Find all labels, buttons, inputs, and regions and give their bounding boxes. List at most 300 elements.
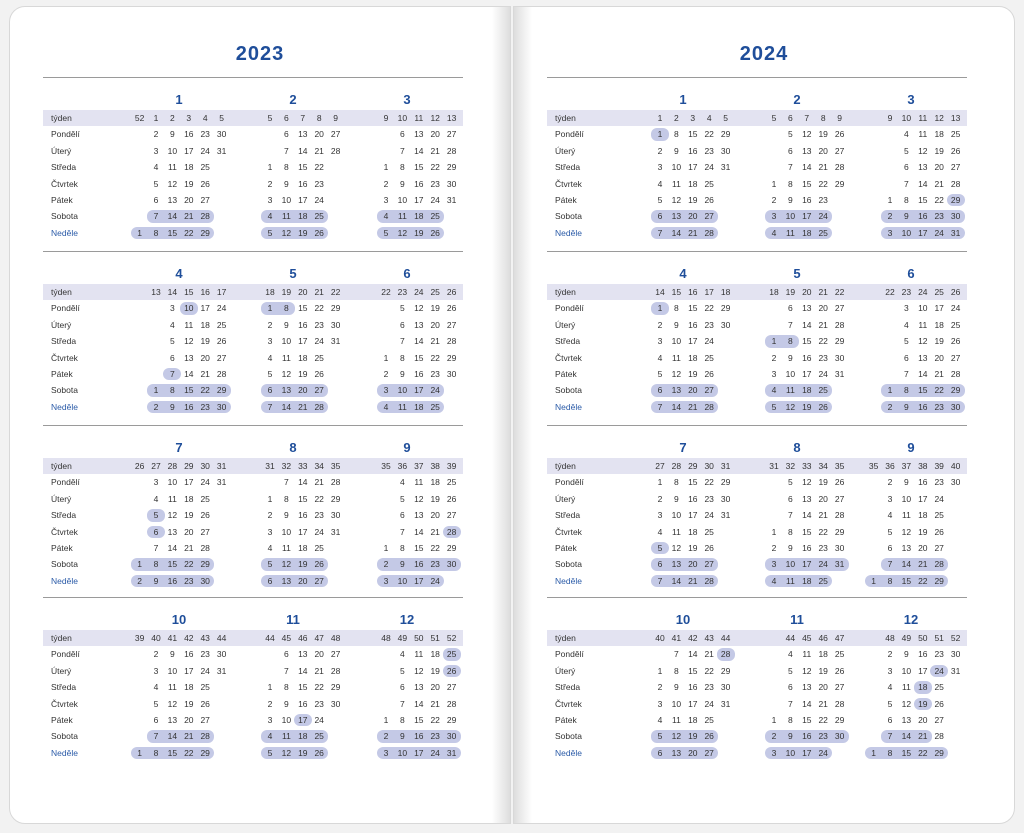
day-number: 6 <box>651 558 669 570</box>
day-number: 9 <box>674 493 679 504</box>
saturday-row <box>547 728 967 744</box>
day-number: 16 <box>688 493 698 504</box>
row-label: Pondělí <box>51 649 80 660</box>
day-number: 27 <box>934 714 944 725</box>
week-number: 47 <box>314 633 324 643</box>
day-number: 7 <box>147 210 165 222</box>
week-number: 24 <box>918 287 928 297</box>
tuesday-row <box>43 491 463 507</box>
month-number: 7 <box>679 440 687 455</box>
day-number: 14 <box>414 526 424 537</box>
day-number: 23 <box>314 510 324 521</box>
day-number: 16 <box>410 730 428 742</box>
day-number: 3 <box>657 698 663 709</box>
day-number: 4 <box>765 575 783 587</box>
day-number: 8 <box>284 682 289 693</box>
day-number: 30 <box>720 682 731 693</box>
week-number: 19 <box>785 287 796 297</box>
month-number: 9 <box>907 440 915 455</box>
day-number: 17 <box>298 194 308 205</box>
row-label: týden <box>51 633 72 643</box>
day-number: 8 <box>788 714 793 725</box>
month-header-row <box>547 92 967 108</box>
day-number: 18 <box>688 714 698 725</box>
day-number: 9 <box>170 129 175 140</box>
day-number: 15 <box>298 682 308 693</box>
day-number: 6 <box>651 747 669 759</box>
week-number: 9 <box>887 113 893 123</box>
day-number: 23 <box>426 730 444 742</box>
day-number: 3 <box>153 665 159 676</box>
wednesday-row <box>43 507 463 523</box>
day-number: 10 <box>671 510 682 521</box>
friday-row <box>547 540 967 556</box>
month-number: 2 <box>793 92 801 107</box>
day-number: 12 <box>393 227 411 239</box>
day-number: 1 <box>887 194 893 205</box>
day-number: 25 <box>200 682 210 693</box>
day-number: 22 <box>914 575 932 587</box>
day-number: 13 <box>167 714 178 725</box>
day-number: 12 <box>414 665 424 676</box>
day-number: 30 <box>330 510 341 521</box>
day-number: 31 <box>216 665 227 676</box>
day-number: 2 <box>153 129 159 140</box>
day-number: 1 <box>131 747 149 759</box>
day-number: 8 <box>147 747 165 759</box>
day-number: 3 <box>657 162 663 173</box>
day-number: 15 <box>180 384 198 396</box>
thursday-row <box>43 696 463 712</box>
day-number: 7 <box>651 401 669 413</box>
day-number: 5 <box>400 665 405 676</box>
week-number: 1 <box>153 113 159 123</box>
week-number: 45 <box>281 633 292 643</box>
day-number: 23 <box>314 698 324 709</box>
row-label: Sobota <box>51 559 78 570</box>
day-number: 9 <box>393 558 411 570</box>
day-number: 8 <box>904 194 909 205</box>
day-number: 9 <box>674 682 679 693</box>
day-number: 18 <box>798 384 816 396</box>
row-label: Čtvrtek <box>555 526 582 537</box>
week-number: 32 <box>785 461 796 471</box>
day-number: 11 <box>781 575 799 587</box>
day-number: 4 <box>170 319 175 330</box>
week-number: 14 <box>167 287 178 297</box>
tuesday-row <box>547 491 967 507</box>
week-number: 18 <box>720 287 731 297</box>
day-number: 13 <box>667 747 685 759</box>
day-number: 19 <box>410 227 428 239</box>
day-number: 30 <box>947 401 965 413</box>
day-number: 18 <box>688 178 698 189</box>
day-number: 15 <box>163 558 181 570</box>
day-number: 8 <box>147 558 165 570</box>
day-number: 30 <box>446 368 457 379</box>
month-number: 3 <box>403 92 411 107</box>
day-number: 11 <box>918 319 928 330</box>
day-number: 17 <box>184 145 194 156</box>
month-number: 12 <box>399 612 415 627</box>
week-number: 46 <box>298 633 308 643</box>
saturday-row <box>547 208 967 224</box>
day-number: 16 <box>163 575 181 587</box>
day-number: 31 <box>831 558 849 570</box>
day-number: 24 <box>200 145 210 156</box>
month-header-row <box>547 612 967 628</box>
week-number: 12 <box>430 113 440 123</box>
day-number: 4 <box>904 319 909 330</box>
day-number: 8 <box>781 335 799 347</box>
day-number: 25 <box>314 352 324 363</box>
day-number: 20 <box>430 510 440 521</box>
day-number: 4 <box>261 210 279 222</box>
day-number: 4 <box>657 526 663 537</box>
day-number: 31 <box>330 526 341 537</box>
day-number: 13 <box>918 352 928 363</box>
row-label: Úterý <box>51 493 72 504</box>
day-number: 29 <box>720 303 731 314</box>
month-number: 8 <box>793 440 801 455</box>
row-label: Středa <box>555 336 581 347</box>
day-number: 27 <box>934 542 944 553</box>
day-number: 26 <box>834 665 845 676</box>
week-number: 43 <box>200 633 210 643</box>
day-number: 16 <box>688 145 698 156</box>
tuesday-row <box>547 143 967 159</box>
day-number: 14 <box>802 162 812 173</box>
week-number: 29 <box>184 461 194 471</box>
day-number: 8 <box>400 162 405 173</box>
day-number: 10 <box>281 194 292 205</box>
day-number: 25 <box>310 730 328 742</box>
day-number: 3 <box>657 510 663 521</box>
day-number: 7 <box>400 145 405 156</box>
day-number: 20 <box>684 747 702 759</box>
day-number: 10 <box>167 145 178 156</box>
week-number: 22 <box>330 287 341 297</box>
day-number: 10 <box>281 526 292 537</box>
day-number: 30 <box>330 319 341 330</box>
day-number: 27 <box>834 682 845 693</box>
day-number: 12 <box>901 526 912 537</box>
day-number: 15 <box>802 526 812 537</box>
row-label: Sobota <box>51 211 78 222</box>
day-number: 3 <box>904 303 909 314</box>
day-number: 24 <box>704 336 714 347</box>
day-number: 16 <box>802 542 812 553</box>
day-number: 28 <box>834 510 845 521</box>
day-number: 5 <box>887 526 893 537</box>
day-number: 27 <box>200 194 210 205</box>
day-number: 27 <box>446 510 457 521</box>
day-number: 4 <box>153 682 159 693</box>
day-number: 14 <box>414 145 424 156</box>
day-number: 25 <box>426 401 444 413</box>
day-number: 22 <box>314 303 324 314</box>
day-number: 20 <box>918 542 928 553</box>
day-number: 28 <box>330 145 341 156</box>
day-number: 21 <box>818 319 828 330</box>
day-number: 5 <box>267 368 273 379</box>
day-number: 18 <box>430 477 440 488</box>
day-number: 30 <box>720 319 731 330</box>
month-grid <box>547 284 967 415</box>
day-number: 3 <box>383 194 389 205</box>
day-number: 19 <box>184 698 194 709</box>
quarter-block <box>547 251 967 412</box>
day-number: 18 <box>914 681 932 693</box>
day-number: 11 <box>671 178 681 189</box>
day-number: 18 <box>298 542 308 553</box>
day-number: 22 <box>934 194 944 205</box>
thursday-row <box>547 350 967 366</box>
spine-shadow <box>492 7 510 823</box>
day-number: 7 <box>904 368 909 379</box>
day-number: 13 <box>277 384 295 396</box>
day-number: 21 <box>818 698 828 709</box>
day-number: 22 <box>704 303 714 314</box>
day-number: 2 <box>657 319 663 330</box>
row-label: Neděle <box>555 747 582 758</box>
day-number: 15 <box>414 542 424 553</box>
day-number: 15 <box>897 575 915 587</box>
week-number: 26 <box>134 461 145 471</box>
day-number: 7 <box>400 336 405 347</box>
day-number: 28 <box>196 210 214 222</box>
day-number: 27 <box>310 575 328 587</box>
day-number: 4 <box>153 162 159 173</box>
day-number: 26 <box>950 336 961 347</box>
day-number: 24 <box>314 194 324 205</box>
day-number: 21 <box>818 162 828 173</box>
tuesday-row <box>43 663 463 679</box>
day-number: 21 <box>314 145 324 156</box>
day-number: 2 <box>267 698 273 709</box>
day-number: 27 <box>950 162 961 173</box>
day-number: 16 <box>410 558 428 570</box>
day-number: 11 <box>167 162 177 173</box>
row-label: Úterý <box>555 493 576 504</box>
row-label: Úterý <box>555 665 576 676</box>
day-number: 11 <box>167 493 177 504</box>
day-number: 3 <box>377 575 395 587</box>
week-number: 44 <box>265 633 275 643</box>
day-number: 13 <box>414 129 424 140</box>
week-number: 13 <box>950 113 961 123</box>
month-number: 1 <box>679 92 687 107</box>
day-number: 2 <box>383 178 389 189</box>
row-label: Pátek <box>51 194 73 205</box>
week-number: 52 <box>446 633 457 643</box>
week-number: 21 <box>818 287 828 297</box>
day-number: 14 <box>298 145 308 156</box>
day-number: 22 <box>314 682 324 693</box>
day-number: 8 <box>400 352 405 363</box>
day-number: 13 <box>667 384 685 396</box>
day-number: 31 <box>443 747 461 759</box>
day-number: 21 <box>430 526 440 537</box>
day-number: 10 <box>281 336 292 347</box>
day-number: 9 <box>788 194 793 205</box>
day-number: 29 <box>446 352 457 363</box>
day-number: 26 <box>200 510 210 521</box>
day-number: 28 <box>930 558 948 570</box>
day-number: 13 <box>901 542 912 553</box>
day-number: 7 <box>400 698 405 709</box>
day-number: 13 <box>414 319 424 330</box>
day-number: 25 <box>704 714 714 725</box>
wednesday-row <box>43 679 463 695</box>
week-number: 22 <box>885 287 895 297</box>
row-label: Pondělí <box>555 303 584 314</box>
day-number: 25 <box>704 526 714 537</box>
tuesday-row <box>43 317 463 333</box>
day-number: 10 <box>897 227 915 239</box>
day-number: 8 <box>674 477 679 488</box>
day-number: 29 <box>196 558 214 570</box>
day-number: 2 <box>383 368 389 379</box>
day-number: 16 <box>688 319 698 330</box>
day-number: 2 <box>153 649 159 660</box>
day-number: 21 <box>430 336 440 347</box>
day-number: 23 <box>314 319 324 330</box>
day-number: 22 <box>180 227 198 239</box>
day-number: 11 <box>901 682 911 693</box>
day-number: 7 <box>674 649 679 660</box>
day-number: 25 <box>934 682 944 693</box>
day-number: 18 <box>798 227 816 239</box>
day-number: 19 <box>934 145 944 156</box>
week-number: 50 <box>918 633 928 643</box>
day-number: 20 <box>184 714 194 725</box>
month-number: 11 <box>790 612 804 627</box>
row-label: Čtvrtek <box>555 352 582 363</box>
row-label: týden <box>555 113 576 123</box>
row-label: Pondělí <box>555 477 584 488</box>
day-number: 26 <box>814 401 832 413</box>
day-number: 25 <box>200 162 210 173</box>
day-number: 30 <box>330 698 341 709</box>
day-number: 5 <box>377 227 395 239</box>
month-number: 10 <box>675 612 691 627</box>
day-number: 9 <box>163 401 181 413</box>
day-number: 6 <box>400 319 405 330</box>
day-number: 18 <box>294 730 312 742</box>
day-number: 4 <box>657 178 663 189</box>
thursday-row <box>43 350 463 366</box>
day-number: 28 <box>834 698 845 709</box>
day-number: 4 <box>887 682 893 693</box>
week-number: 22 <box>834 287 845 297</box>
row-label: týden <box>51 113 72 123</box>
day-number: 21 <box>180 730 198 742</box>
day-number: 14 <box>667 401 685 413</box>
day-number: 12 <box>802 129 812 140</box>
day-number: 8 <box>674 303 679 314</box>
day-number: 27 <box>200 714 210 725</box>
page-2024 <box>513 6 1015 824</box>
week-number: 39 <box>934 461 944 471</box>
month-header-row <box>43 92 463 108</box>
day-number: 11 <box>781 384 799 396</box>
day-number: 25 <box>443 648 461 660</box>
day-number: 23 <box>704 682 714 693</box>
week-number: 20 <box>802 287 812 297</box>
day-number: 11 <box>414 649 424 660</box>
day-number: 15 <box>298 162 308 173</box>
day-number: 24 <box>426 747 444 759</box>
sunday-row <box>547 745 967 761</box>
day-number: 22 <box>930 384 948 396</box>
day-number: 26 <box>704 368 714 379</box>
day-number: 16 <box>298 510 308 521</box>
day-number: 15 <box>802 714 812 725</box>
week-number: 27 <box>655 461 665 471</box>
week-number: 31 <box>769 461 779 471</box>
week-number: 7 <box>300 113 306 123</box>
day-number: 5 <box>261 558 279 570</box>
day-number: 23 <box>196 401 214 413</box>
week-number: 35 <box>330 461 341 471</box>
day-number: 22 <box>704 665 714 676</box>
row-label: Sobota <box>51 731 78 742</box>
day-number: 1 <box>267 493 273 504</box>
week-number: 49 <box>397 633 408 643</box>
day-number: 14 <box>897 730 915 742</box>
day-number: 26 <box>834 477 845 488</box>
day-number: 19 <box>430 303 440 314</box>
day-number: 13 <box>802 145 812 156</box>
day-number: 12 <box>281 368 292 379</box>
row-label: Čtvrtek <box>51 178 78 189</box>
day-number: 29 <box>446 542 457 553</box>
day-number: 10 <box>781 747 799 759</box>
day-number: 5 <box>657 368 663 379</box>
day-number: 29 <box>720 129 731 140</box>
day-number: 13 <box>298 649 308 660</box>
day-number: 15 <box>802 336 812 347</box>
sunday-row <box>547 399 967 415</box>
week-number: 13 <box>446 113 457 123</box>
day-number: 19 <box>430 493 440 504</box>
day-number: 28 <box>950 178 961 189</box>
day-number: 1 <box>771 178 777 189</box>
friday-row <box>547 366 967 382</box>
day-number: 17 <box>688 162 698 173</box>
day-number: 13 <box>918 162 928 173</box>
day-number: 8 <box>674 129 679 140</box>
day-number: 14 <box>414 698 424 709</box>
month-header-row <box>43 440 463 456</box>
day-number: 6 <box>147 526 165 538</box>
day-number: 18 <box>934 319 944 330</box>
day-number: 14 <box>667 575 685 587</box>
day-number: 11 <box>671 714 681 725</box>
week-number: 48 <box>885 633 895 643</box>
day-number: 26 <box>446 303 457 314</box>
day-number: 20 <box>430 129 440 140</box>
day-number: 26 <box>314 368 324 379</box>
month-header-row <box>43 612 463 628</box>
day-number: 22 <box>180 558 198 570</box>
week-number: 9 <box>333 113 338 123</box>
day-number: 19 <box>688 194 698 205</box>
day-number: 30 <box>446 178 457 189</box>
day-number: 3 <box>887 493 893 504</box>
day-number: 17 <box>688 698 698 709</box>
